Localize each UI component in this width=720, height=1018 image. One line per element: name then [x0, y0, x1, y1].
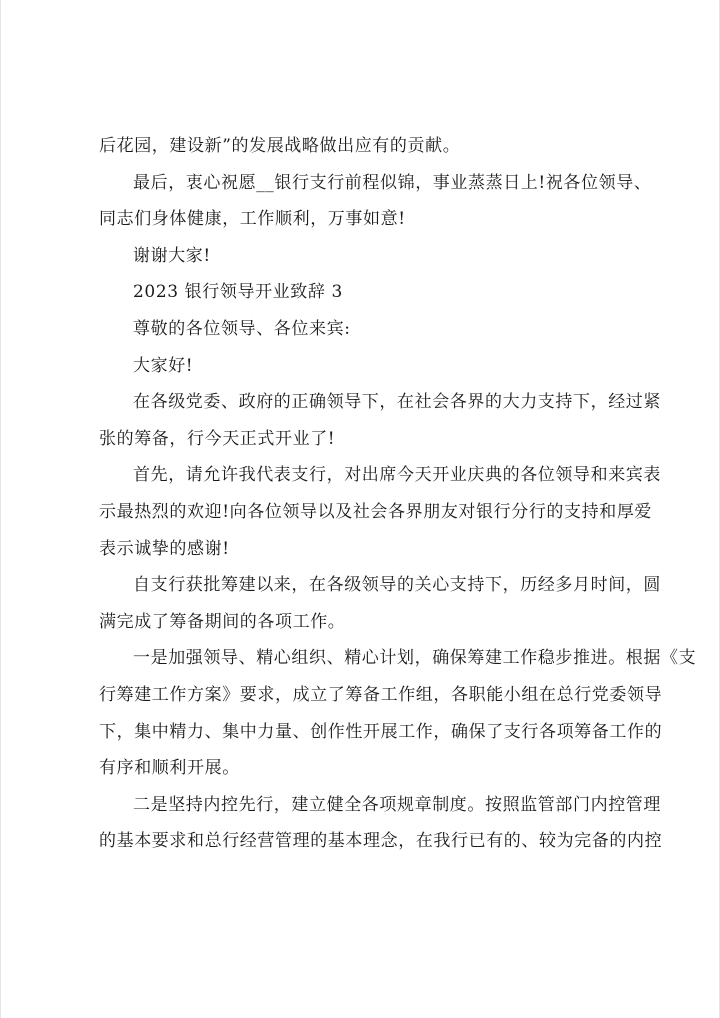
text-line: 表示诚挚的感谢!: [99, 538, 230, 559]
text-line: 有序和顺利开展。: [99, 758, 240, 779]
text-line: 一是加强领导、精心组织、精心计划，确保筹建工作稳步推进。根据《支: [133, 648, 697, 669]
text-line: 下，集中精力、集中力量、创作性开展工作，确保了支行各项筹备工作的: [99, 721, 663, 742]
text-line: 后花园，建设新”的发展战略做出应有的贡献。: [99, 136, 461, 156]
text-line: 自支行获批筹建以来，在各级领导的关心支持下，历经多月时间，圆: [133, 575, 661, 596]
text-line: 在各级党委、政府的正确领导下，在社会各界的大力支持下，经过紧: [133, 392, 661, 413]
text-line: 满完成了筹备期间的各项工作。: [99, 611, 346, 632]
text-line: 同志们身体健康，工作顺利，万事如意!: [99, 209, 406, 230]
salutation: 尊敬的各位领导、各位来宾:: [133, 318, 351, 339]
text-line: 首先，请允许我代表支行，对出席今天开业庆典的各位领导和来宾表: [133, 465, 661, 486]
text-line: 行筹建工作方案》要求，成立了筹备工作组，各职能小组在总行党委领导: [99, 684, 663, 705]
greeting: 大家好!: [133, 355, 194, 376]
text-line: 谢谢大家!: [133, 245, 211, 266]
text-line: 示最热烈的欢迎!向各位领导以及社会各界朋友对银行分行的支持和厚爱: [99, 501, 653, 522]
text-line: 的基本要求和总行经营管理的基本理念，在我行已有的、较为完备的内控: [99, 831, 663, 852]
text-line: 最后，衷心祝愿__银行支行前程似锦，事业蒸蒸日上!祝各位领导、: [133, 172, 652, 193]
document-body: [99, 128, 697, 860]
text-line: 张的筹备，行今天正式开业了!: [99, 428, 336, 449]
section-heading: 2023 银行领导开业致辞 3: [133, 282, 343, 303]
text-line: 二是坚持内控先行，建立健全各项规章制度。按照监管部门内控管理: [133, 794, 661, 815]
